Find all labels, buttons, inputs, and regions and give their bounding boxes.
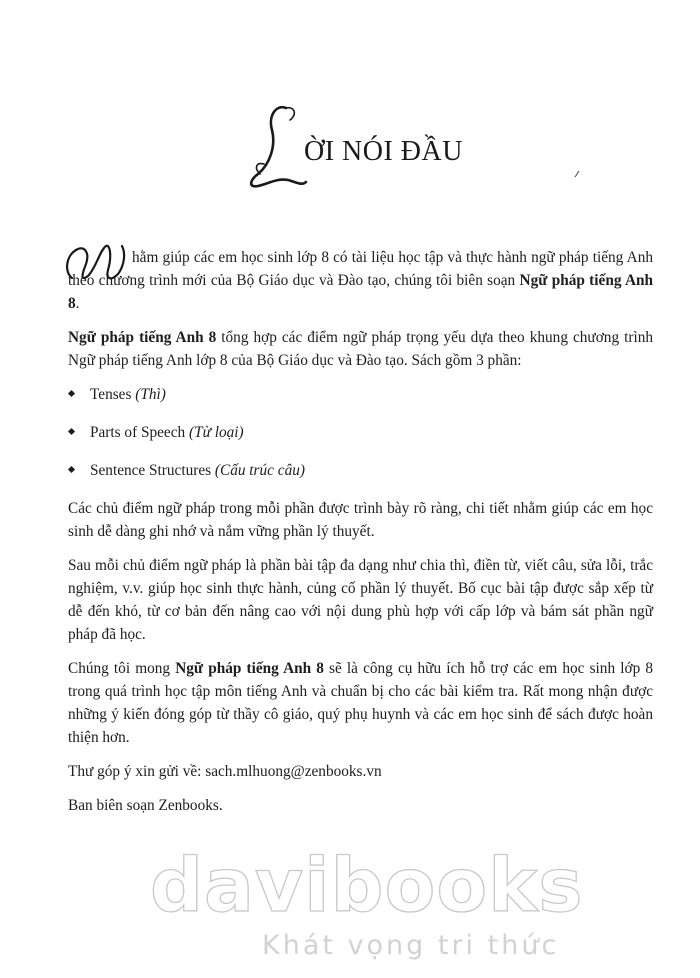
part-label: Parts of Speech [90,424,189,441]
book-title-bold: Ngữ pháp tiếng Anh 8 [175,660,324,677]
watermark-tagline: Khát vọng tri thức [262,930,560,961]
intro-end: . [75,295,80,312]
intro-paragraph [68,246,653,315]
intro-text: hằm giúp các em học sinh lớp 8 có tài liệu học tập và thực hành ngữ pháp tiếng Anh theo chương trình mới của Bộ Giáo dục và Đào tạo, chúng tôi biên soạn [68,249,653,289]
list-item [68,383,653,406]
preface-body [68,246,653,828]
book-title-bold: Ngữ pháp tiếng Anh 8 [68,272,654,312]
contact-line [68,760,653,783]
hope-paragraph [68,657,653,749]
signature: Ban biên soạn Zenbooks. [68,797,223,814]
list-item [68,459,653,482]
hope-text-end: sẽ là công cụ hữu ích hỗ trợ các em học sinh lớp 8 trong quá trình học tập môn tiếng Anh và chuẩn bị cho các bài kiểm tra. Rất mong nhận được những ý kiến đóng góp từ thầy cô giáo, quý phụ huynh và các em học sinh để sách được hoàn thiện hơn. [68,660,654,746]
exercises-paragraph: Sau mỗi chủ điểm ngữ pháp là phần bài tập đa dạng như chia thì, điền từ, viết câu, sửa lỗi, trắc nghiệm, v.v. giúp học sinh thực hành, củng cố phần lý thuyết. Bố cục bài tập được sắp xếp từ dễ đến khó, từ cơ bản đến nâng cao với nội dung phù hợp với cấp lớp và bám sát phần ngữ pháp đã học. [68,557,653,643]
summary-text: tổng hợp các điểm ngữ pháp trọng yếu dựa theo khung chương trình Ngữ pháp tiếng Anh lớp 8 của Bộ Giáo dục và Đào tạo. Sách gồm 3 phần: [68,329,654,369]
diamond-bullet-icon [68,466,75,473]
book-title-bold: Ngữ pháp tiếng Anh 8 [68,329,217,346]
contact-email: sach.mlhuong@zenbooks.vn [205,763,382,780]
part-note: (Từ loại) [188,424,244,441]
part-label: Tenses [90,386,136,403]
contact-label: Thư góp ý xin gửi về: [68,763,206,780]
part-label: Sentence Structures [90,462,215,479]
print-speck [574,170,580,178]
script-letter-n [62,236,132,286]
diamond-bullet-icon [68,390,75,397]
part-note: (Thì) [135,386,166,403]
script-letter-l [246,98,310,194]
title-text: ỜI NÓI ĐẦU [304,136,463,167]
hope-text-start: Chúng tôi mong [68,660,176,677]
parts-list [68,383,653,482]
summary-paragraph [68,326,653,372]
list-item [68,421,653,444]
structure-paragraph: Các chủ điểm ngữ pháp trong mỗi phần được trình bày rõ ràng, chi tiết nhằm giúp các em học sinh dễ dàng ghi nhớ và nắm vững phần lý thuyết. [68,500,653,540]
diamond-bullet-icon [68,428,75,435]
watermark-brand: davibooks [150,843,584,929]
part-note: (Cấu trúc câu) [214,462,305,479]
page-title [246,98,506,198]
